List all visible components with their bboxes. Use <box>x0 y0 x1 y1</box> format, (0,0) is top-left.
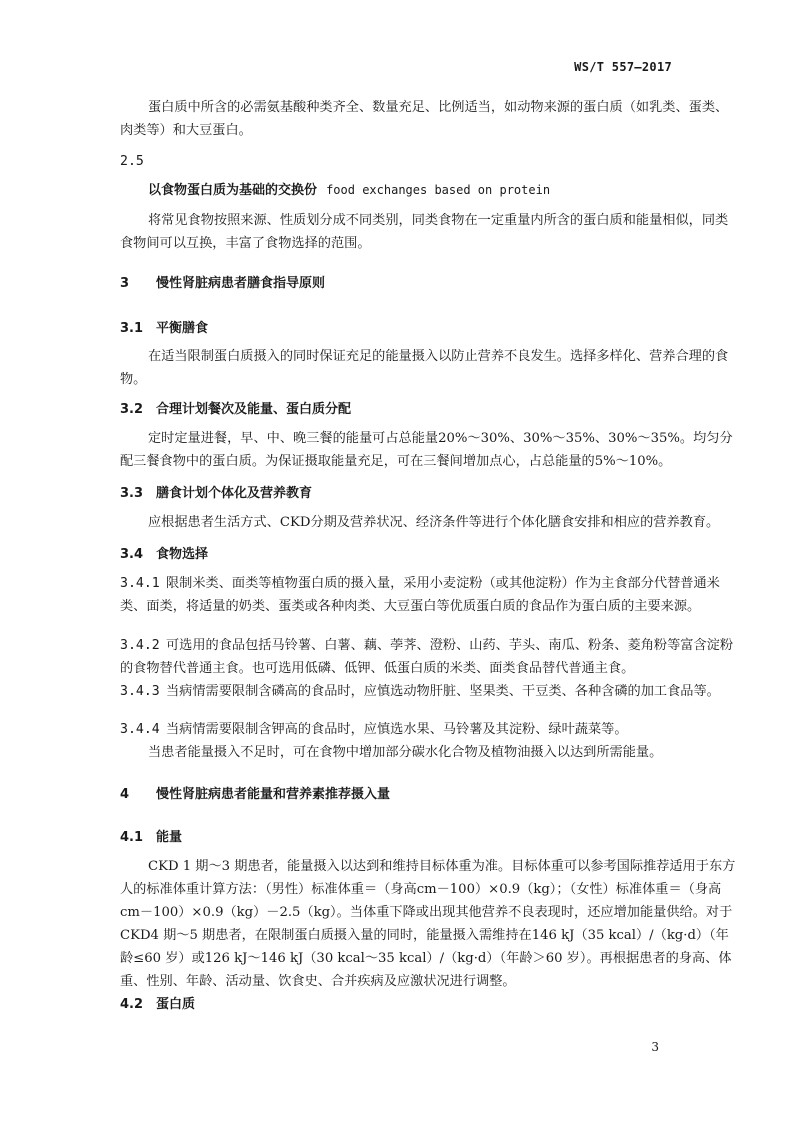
section-4-1-text: CKD 1 期～3 期患者，能量摄入以达到和维持目标体重为准。目标体重可以参考国际推荐适用于东方人的标准体重计算方法：（男性）标准体重＝（身高cm－100）×0.9（kg）；（女性）标准体重＝（身高cm－100）×0.9（kg）－2.5（kg）。当体重下降或出现其他营养不良表现时，还应增加能量供给。对于CKD4 期～5 期患者，在限制蛋白质摄入量的同时，能量摄入需维持在146 kJ（35 kcal）/（kg·d）（年龄≤60 岁）或126 kJ～146 kJ（30 kcal～35 kcal）/（kg·d）（年龄＞60 岁）。再根据患者的身高、体重、性别、年龄、活动量、饮食史、合并疾病及应激状况进行调整。 <box>120 859 736 989</box>
term-heading <box>120 179 738 202</box>
section-3-3-text: 应根据患者生活方式、CKD分期及营养状况、经济条件等进行个体化膳食安排和相应的营养教育。 <box>148 515 720 530</box>
standard-code: WS/T 557—2017 <box>574 60 672 74</box>
section-4-heading: 4 慢性肾脏病患者能量和营养素推荐摄入量 <box>120 787 391 802</box>
section-3-2-heading: 3.2 合理计划餐次及能量、蛋白质分配 <box>120 402 352 417</box>
section-3-3-heading: 3.3 膳食计划个体化及营养教育 <box>120 486 313 501</box>
term-cn: 以食物蛋白质为基础的交换份 <box>148 183 318 198</box>
section-3-2-text: 定时定量进餐，早、中、晚三餐的能量可占总能量20%～30%、30%～35%、30%～35%。均匀分配三餐食物中的蛋白质。为保证摄取能量充足，可在三餐间增加点心，占总能量的5%～10%。 <box>120 431 733 469</box>
list-item: 3.4.4 当病情需要限制含钾高的食品时，应慎选水果、马铃薯及其淀粉、绿叶蔬菜等。 <box>120 722 628 737</box>
intro-paragraph: 蛋白质中所含的必需氨基酸种类齐全、数量充足、比例适当，如动物来源的蛋白质（如乳类、蛋类、肉类等）和大豆蛋白。 <box>120 100 729 138</box>
term-en: food exchanges based on protein <box>326 183 551 197</box>
list-item: 3.4.3 当病情需要限制含磷高的食品时，应慎选动物肝脏、坚果类、干豆类、各种含磷的加工食品等。 <box>120 684 720 699</box>
section-3-1-text: 在适当限制蛋白质摄入的同时保证充足的能量摄入以防止营养不良发生。选择多样化、营养合理的食物。 <box>120 349 729 387</box>
section-4-2-heading: 4.2 蛋白质 <box>120 997 196 1012</box>
section-3-4-heading: 3.4 食物选择 <box>120 547 209 562</box>
section-3-heading: 3 慢性肾脏病患者膳食指导原则 <box>120 276 326 291</box>
list-item: 3.4.2 可选用的食品包括马铃薯、白薯、藕、荸荠、澄粉、山药、芋头、南瓜、粉条、菱角粉等富含淀粉的食物替代普通主食。也可选用低磷、低钾、低蛋白质的米类、面类食品替代普通主食。 <box>120 638 734 676</box>
list-item: 3.4.1 限制米类、面类等植物蛋白质的摄入量，采用小麦淀粉（或其他淀粉）作为主食部分代替普通米类、面类，将适量的奶类、蛋类或各种肉类、大豆蛋白等优质蛋白质的食品作为蛋白质的主要来源。 <box>120 576 720 614</box>
section-3-4-extra: 当患者能量摄入不足时，可在食物中增加部分碳水化合物及植物油摄入以达到所需能量。 <box>148 745 663 760</box>
page-number: 3 <box>651 1040 659 1054</box>
section-3-1-heading: 3.1 平衡膳食 <box>120 321 209 336</box>
section-4-1-heading: 4.1 能量 <box>120 830 183 845</box>
term-number: 2.5 <box>120 154 144 169</box>
term-definition: 将常见食物按照来源、性质划分成不同类别，同类食物在一定重量内所含的蛋白质和能量相似，同类食物间可以互换，丰富了食物选择的范围。 <box>120 213 729 251</box>
